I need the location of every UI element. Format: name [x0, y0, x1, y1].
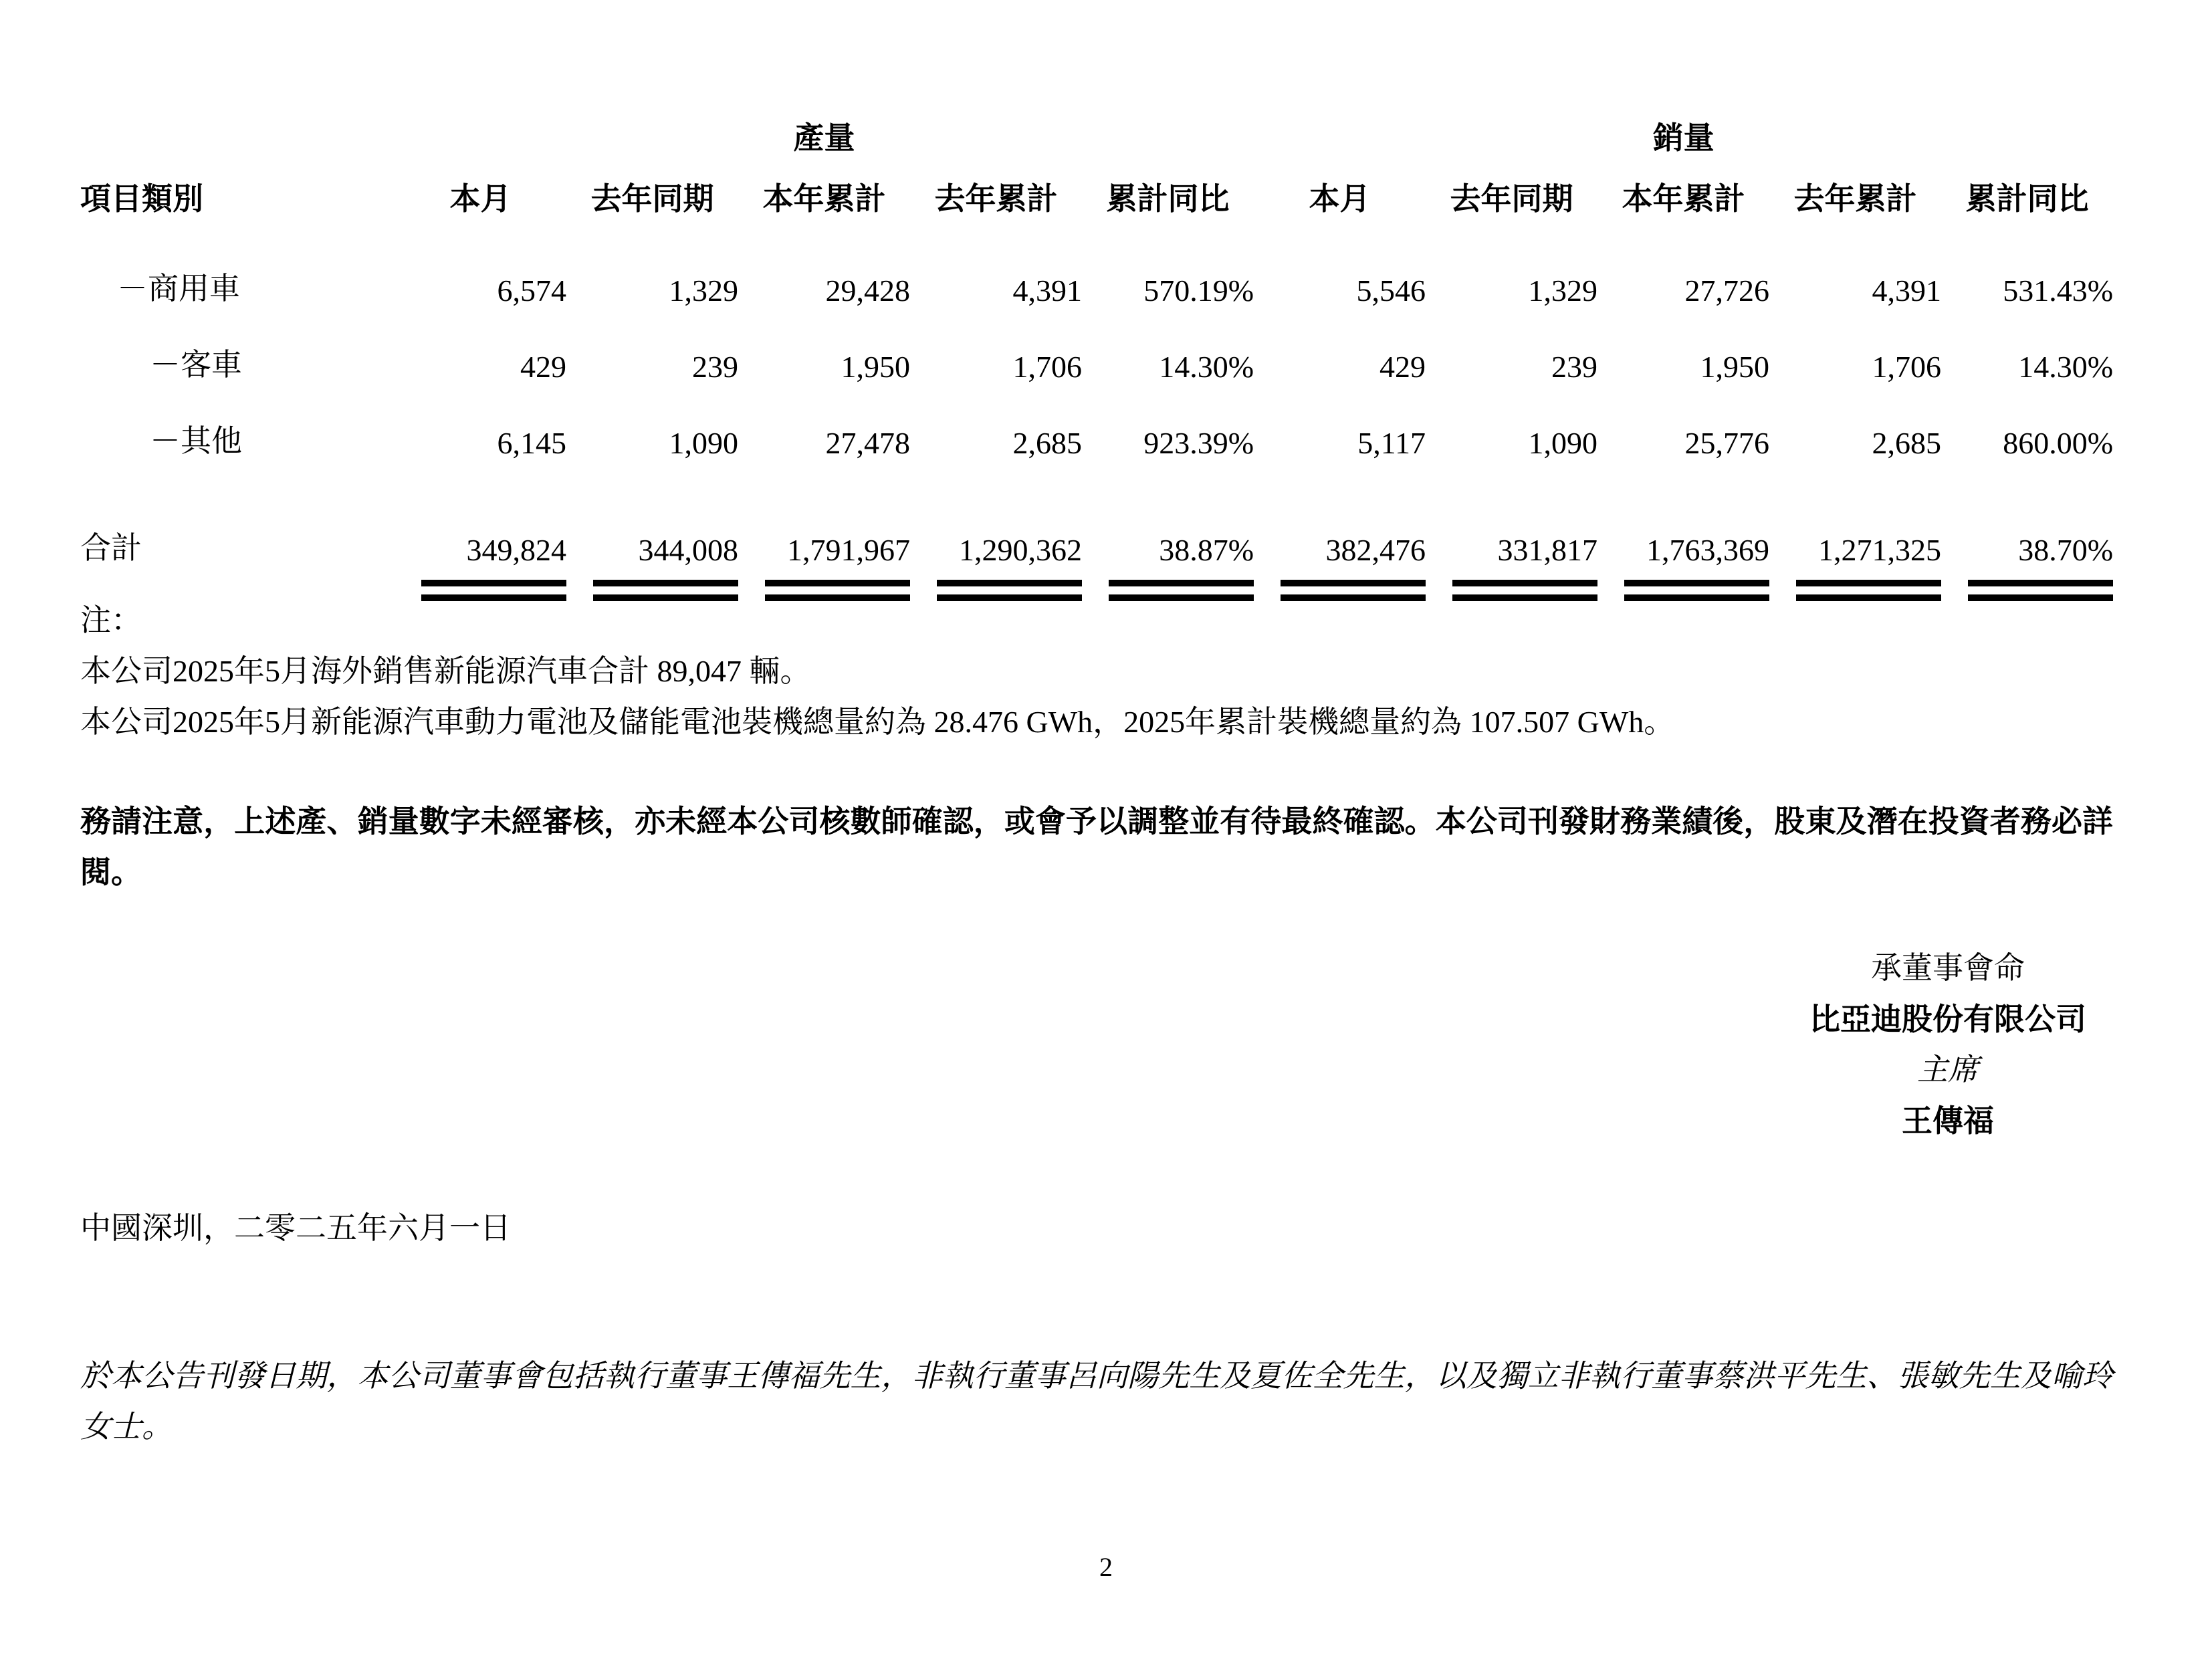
data-cell: 4,391 [1012, 273, 1082, 308]
row-label: －客車 [150, 348, 242, 382]
table-row-total [80, 467, 2113, 601]
total-val: 1,791,967 [787, 533, 910, 567]
data-cell: 1,329 [669, 273, 738, 308]
board-info: 於本公告刊發日期，本公司董事會包括執行董事王傳福先生，非執行董事呂向陽先生及夏佐全先生，以及獨立非執行董事蔡洪平先生、張敏先生及喻玲女士。 [80, 1359, 2113, 1444]
header-prod-ytd: 本年累計 [762, 181, 886, 216]
data-cell: 429 [520, 350, 566, 384]
table-row [80, 239, 2113, 315]
data-cell: 1,950 [841, 350, 910, 384]
header-production: 產量 [793, 120, 855, 155]
total-val: 38.70% [2018, 533, 2114, 567]
data-cell: 4,391 [1872, 273, 1942, 308]
data-cell: 2,685 [1012, 426, 1082, 460]
data-cell: 239 [1551, 350, 1598, 384]
table-row [80, 391, 2113, 467]
data-cell: 1,706 [1872, 350, 1942, 384]
data-cell: 1,090 [1528, 426, 1598, 460]
notes-line-2: 本公司2025年5月新能源汽車動力電池及儲能電池裝機總量約為 28.476 GWh，2025年累計裝機總量約為 107.507 GWh。 [80, 705, 1675, 739]
notes-label: 注： [80, 603, 142, 637]
data-cell: 27,478 [825, 426, 910, 460]
signature-block [1781, 943, 2115, 1146]
data-cell: 860.00% [2003, 426, 2114, 460]
header-sales: 銷量 [1652, 120, 1715, 155]
data-table-container [80, 114, 2113, 601]
header-prod-last-year-month: 去年同期 [590, 181, 714, 216]
header-prod-last-ytd: 去年累計 [934, 181, 1058, 216]
data-cell: 6,145 [497, 426, 566, 460]
header-prod-yoy: 累計同比 [1106, 181, 1230, 216]
total-val: 349,824 [466, 533, 566, 567]
page-number: 2 [1099, 1552, 1113, 1582]
header-prod-current-month: 本月 [449, 181, 512, 216]
sig-line-1: 承董事會命 [1871, 951, 2025, 985]
data-cell: 6,574 [497, 273, 566, 308]
data-cell: 25,776 [1684, 426, 1770, 460]
total-underline [1968, 580, 2113, 601]
warning-text: 務請注意，上述產、銷量數字未經審核，亦未經本公司核數師確認，或會予以調整並有待最終確認。本公司刊發財務業績後，股東及潛在投資者務必詳閱。 [80, 804, 2113, 889]
data-cell: 1,706 [1012, 350, 1082, 384]
production-sales-table [80, 114, 2113, 601]
data-cell: 1,090 [669, 426, 738, 460]
row-label: －其他 [150, 424, 242, 458]
notes-line-1: 本公司2025年5月海外銷售新能源汽車合計 89,047 輛。 [80, 654, 811, 688]
total-label: 合計 [80, 531, 142, 565]
header-sales-ytd: 本年累計 [1622, 181, 1745, 216]
data-cell: 5,546 [1356, 273, 1426, 308]
data-cell: 27,726 [1684, 273, 1770, 308]
header-sales-current-month: 本月 [1309, 181, 1371, 216]
data-cell: 14.30% [1159, 350, 1254, 384]
header-sales-last-ytd: 去年累計 [1793, 181, 1917, 216]
data-cell: 429 [1379, 350, 1426, 384]
total-val: 344,008 [638, 533, 738, 567]
data-cell: 2,685 [1872, 426, 1942, 460]
data-cell: 1,950 [1700, 350, 1770, 384]
header-sales-last-year-month: 去年同期 [1450, 181, 1573, 216]
total-val: 1,271,325 [1818, 533, 1942, 567]
total-val: 331,817 [1497, 533, 1598, 567]
date-location: 中國深圳，二零二五年六月一日 [80, 1211, 511, 1245]
data-cell: 570.19% [1143, 273, 1254, 308]
total-val: 38.87% [1159, 533, 1254, 567]
data-cell: 239 [692, 350, 738, 384]
sig-company: 比亞迪股份有限公司 [1809, 1002, 2086, 1036]
data-cell: 14.30% [2018, 350, 2114, 384]
sig-name: 王傳福 [1902, 1103, 1994, 1138]
header-sales-yoy: 累計同比 [1965, 181, 2089, 216]
total-val: 1,763,369 [1646, 533, 1770, 567]
row-label: －商用車 [117, 271, 240, 306]
data-cell: 29,428 [825, 273, 910, 308]
total-underline [1796, 580, 1941, 601]
data-cell: 5,117 [1357, 426, 1426, 460]
notes-section [80, 595, 1674, 748]
total-val: 382,476 [1325, 533, 1426, 567]
data-cell: 923.39% [1143, 426, 1254, 460]
total-val: 1,290,362 [959, 533, 1082, 567]
data-cell: 531.43% [2003, 273, 2114, 308]
table-row [80, 315, 2113, 391]
sig-title: 主席 [1917, 1053, 1979, 1087]
data-cell: 1,329 [1528, 273, 1598, 308]
empty-header-cell [80, 114, 395, 175]
header-category: 項目類別 [80, 181, 203, 216]
